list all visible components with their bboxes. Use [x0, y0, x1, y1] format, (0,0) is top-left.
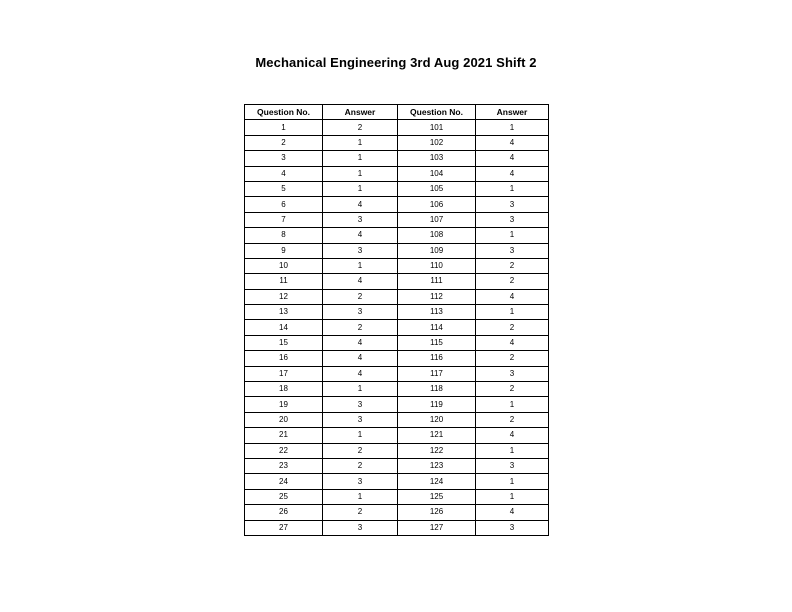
table-row: [245, 397, 549, 412]
answer-left-cell: 3: [323, 474, 398, 489]
answer-right-cell: 2: [476, 382, 549, 397]
answer-right-cell: 2: [476, 412, 549, 427]
table-row: [245, 243, 549, 258]
question-no-left-cell: 4: [245, 166, 323, 181]
answer-left-cell: 4: [323, 335, 398, 350]
table-row: [245, 289, 549, 304]
question-no-left-cell: 10: [245, 258, 323, 273]
question-no-right-cell: 111: [398, 274, 476, 289]
question-no-right-cell: 119: [398, 397, 476, 412]
answer-left-cell: 3: [323, 520, 398, 535]
header-answer-right: Answer: [476, 105, 549, 120]
question-no-left-cell: 27: [245, 520, 323, 535]
question-no-right-cell: 124: [398, 474, 476, 489]
answer-right-cell: 3: [476, 366, 549, 381]
answer-right-cell: 3: [476, 197, 549, 212]
answer-right-cell: 1: [476, 228, 549, 243]
question-no-left-cell: 9: [245, 243, 323, 258]
answer-left-cell: 4: [323, 351, 398, 366]
question-no-right-cell: 105: [398, 181, 476, 196]
table-row: [245, 428, 549, 443]
table-row: [245, 320, 549, 335]
table-row: [245, 212, 549, 227]
header-question-no-left: Question No.: [245, 105, 323, 120]
question-no-right-cell: 109: [398, 243, 476, 258]
table-body: [245, 120, 549, 536]
table-row: [245, 120, 549, 135]
question-no-right-cell: 125: [398, 489, 476, 504]
answer-left-cell: 3: [323, 305, 398, 320]
question-no-right-cell: 104: [398, 166, 476, 181]
question-no-left-cell: 12: [245, 289, 323, 304]
question-no-right-cell: 126: [398, 505, 476, 520]
question-no-right-cell: 112: [398, 289, 476, 304]
answer-left-cell: 1: [323, 181, 398, 196]
table-row: [245, 520, 549, 535]
question-no-right-cell: 106: [398, 197, 476, 212]
answer-right-cell: 1: [476, 489, 549, 504]
answer-left-cell: 4: [323, 228, 398, 243]
answer-left-cell: 2: [323, 320, 398, 335]
question-no-right-cell: 114: [398, 320, 476, 335]
answer-right-cell: 4: [476, 289, 549, 304]
answer-right-cell: 4: [476, 428, 549, 443]
answer-right-cell: 4: [476, 135, 549, 150]
answer-right-cell: 1: [476, 305, 549, 320]
answer-left-cell: 1: [323, 428, 398, 443]
question-no-right-cell: 127: [398, 520, 476, 535]
table-row: [245, 197, 549, 212]
question-no-left-cell: 2: [245, 135, 323, 150]
question-no-left-cell: 7: [245, 212, 323, 227]
answer-right-cell: 4: [476, 166, 549, 181]
answer-left-cell: 1: [323, 489, 398, 504]
question-no-left-cell: 11: [245, 274, 323, 289]
answer-left-cell: 2: [323, 443, 398, 458]
answer-left-cell: 1: [323, 258, 398, 273]
answer-left-cell: 2: [323, 458, 398, 473]
header-question-no-right: Question No.: [398, 105, 476, 120]
question-no-right-cell: 108: [398, 228, 476, 243]
answer-right-cell: 1: [476, 474, 549, 489]
table-header-row: [245, 105, 549, 120]
answer-left-cell: 4: [323, 197, 398, 212]
answer-right-cell: 1: [476, 120, 549, 135]
answer-right-cell: 3: [476, 520, 549, 535]
answer-left-cell: 1: [323, 135, 398, 150]
table-row: [245, 443, 549, 458]
question-no-left-cell: 22: [245, 443, 323, 458]
answer-right-cell: 1: [476, 443, 549, 458]
table-row: [245, 135, 549, 150]
document-title: Mechanical Engineering 3rd Aug 2021 Shift 2: [255, 55, 537, 70]
question-no-left-cell: 5: [245, 181, 323, 196]
answer-left-cell: 3: [323, 397, 398, 412]
answer-left-cell: 2: [323, 505, 398, 520]
question-no-left-cell: 26: [245, 505, 323, 520]
table-row: [245, 489, 549, 504]
question-no-right-cell: 101: [398, 120, 476, 135]
table-row: [245, 458, 549, 473]
question-no-right-cell: 102: [398, 135, 476, 150]
answer-right-cell: 3: [476, 243, 549, 258]
answer-right-cell: 4: [476, 151, 549, 166]
question-no-right-cell: 123: [398, 458, 476, 473]
question-no-left-cell: 25: [245, 489, 323, 504]
answer-left-cell: 3: [323, 243, 398, 258]
answer-right-cell: 2: [476, 274, 549, 289]
answer-right-cell: 2: [476, 258, 549, 273]
table-row: [245, 335, 549, 350]
table-row: [245, 274, 549, 289]
table-row: [245, 505, 549, 520]
header-answer-left: Answer: [323, 105, 398, 120]
question-no-left-cell: 3: [245, 151, 323, 166]
question-no-right-cell: 113: [398, 305, 476, 320]
answer-left-cell: 1: [323, 166, 398, 181]
table-row: [245, 382, 549, 397]
answer-right-cell: 4: [476, 505, 549, 520]
question-no-left-cell: 6: [245, 197, 323, 212]
table-row: [245, 474, 549, 489]
table-row: [245, 151, 549, 166]
answer-left-cell: 4: [323, 274, 398, 289]
question-no-left-cell: 18: [245, 382, 323, 397]
answer-right-cell: 2: [476, 351, 549, 366]
table-row: [245, 166, 549, 181]
question-no-left-cell: 13: [245, 305, 323, 320]
answer-left-cell: 3: [323, 212, 398, 227]
table-row: [245, 412, 549, 427]
question-no-right-cell: 103: [398, 151, 476, 166]
answer-right-cell: 4: [476, 335, 549, 350]
table-row: [245, 228, 549, 243]
table-row: [245, 366, 549, 381]
table-row: [245, 305, 549, 320]
question-no-left-cell: 16: [245, 351, 323, 366]
question-no-right-cell: 116: [398, 351, 476, 366]
question-no-left-cell: 1: [245, 120, 323, 135]
question-no-right-cell: 122: [398, 443, 476, 458]
question-no-left-cell: 17: [245, 366, 323, 381]
table-row: [245, 181, 549, 196]
answer-left-cell: 2: [323, 120, 398, 135]
question-no-left-cell: 23: [245, 458, 323, 473]
answer-right-cell: 2: [476, 320, 549, 335]
question-no-left-cell: 21: [245, 428, 323, 443]
question-no-right-cell: 118: [398, 382, 476, 397]
answer-left-cell: 2: [323, 289, 398, 304]
answer-right-cell: 3: [476, 458, 549, 473]
question-no-left-cell: 14: [245, 320, 323, 335]
question-no-right-cell: 117: [398, 366, 476, 381]
answer-key-table: [244, 104, 549, 536]
answer-right-cell: 1: [476, 397, 549, 412]
question-no-right-cell: 110: [398, 258, 476, 273]
answer-right-cell: 1: [476, 181, 549, 196]
question-no-right-cell: 107: [398, 212, 476, 227]
question-no-left-cell: 15: [245, 335, 323, 350]
question-no-right-cell: 115: [398, 335, 476, 350]
question-no-left-cell: 8: [245, 228, 323, 243]
answer-left-cell: 3: [323, 412, 398, 427]
question-no-left-cell: 19: [245, 397, 323, 412]
table-row: [245, 351, 549, 366]
answer-left-cell: 1: [323, 151, 398, 166]
question-no-right-cell: 120: [398, 412, 476, 427]
answer-right-cell: 3: [476, 212, 549, 227]
question-no-left-cell: 24: [245, 474, 323, 489]
question-no-right-cell: 121: [398, 428, 476, 443]
answer-left-cell: 1: [323, 382, 398, 397]
table-row: [245, 258, 549, 273]
question-no-left-cell: 20: [245, 412, 323, 427]
answer-left-cell: 4: [323, 366, 398, 381]
